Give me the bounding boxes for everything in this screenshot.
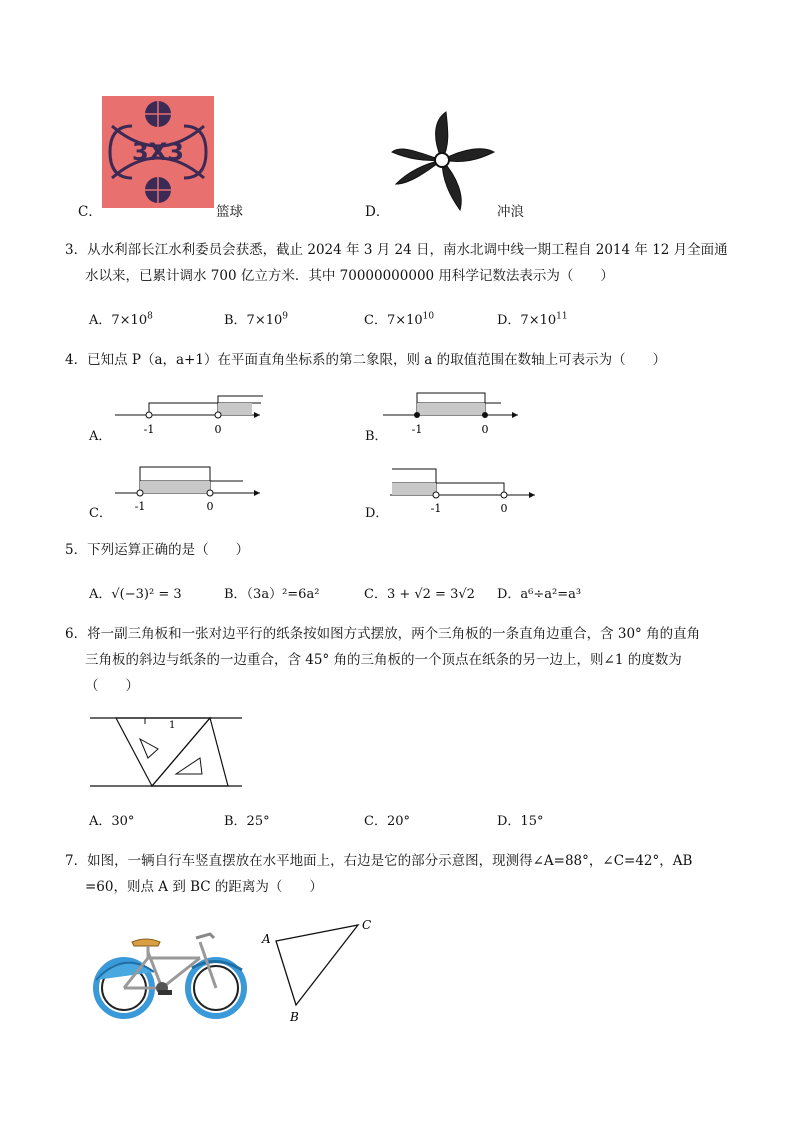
q4-stem: 4．已知点 P（a，a+1）在平面直角坐标系的第二象限，则 a 的取值范围在数轴上可表示为（ ） bbox=[65, 352, 667, 368]
svg-text:0: 0 bbox=[481, 423, 489, 436]
q4-number-line-c bbox=[115, 465, 265, 513]
q2-option-d-caption: 冲浪 bbox=[497, 204, 524, 220]
svg-text:0: 0 bbox=[500, 502, 508, 515]
q6-triangle-ruler-figure bbox=[90, 712, 245, 792]
q6-line3: （ ） bbox=[85, 678, 139, 694]
q4-option-a-label: A． bbox=[89, 429, 112, 444]
q3-stem bbox=[65, 237, 735, 289]
q3-option-d: D．$7\times 10^{11}$ bbox=[497, 311, 568, 328]
q7-stem bbox=[65, 848, 735, 900]
q6-line1: 6．将一副三角板和一张对边平行的纸条按如图方式摆放，两个三角板的一条直角边重合，含 30° 角的直角 bbox=[65, 626, 701, 642]
q3-option-c: C．$7\times 10^{10}$ bbox=[364, 311, 435, 328]
svg-text:A: A bbox=[262, 932, 271, 946]
q7-line2: =60，则点 A 到 BC 的距离为（ ） bbox=[85, 879, 323, 895]
q3-line2: 水以来，已累计调水 700 亿立方米．其中 70000000000 用科学记数法表示为（ ） bbox=[85, 268, 614, 284]
surfing-pinwheel-logo bbox=[388, 108, 496, 214]
q5-option-a: A．√(−3)² = 3 bbox=[89, 587, 182, 602]
q4-option-b-label: B． bbox=[365, 429, 388, 444]
q5-option-d: D．a⁶÷a²=a³ bbox=[497, 587, 582, 602]
q6-option-c: C．20° bbox=[364, 814, 410, 829]
q7-line1: 7．如图，一辆自行车竖直摆放在水平地面上，右边是它的部分示意图，现测得∠A=88°，∠C=42°，AB bbox=[65, 853, 693, 869]
q6-stem bbox=[65, 621, 735, 699]
q6-option-d: D．15° bbox=[497, 814, 544, 829]
q4-option-c-label: C． bbox=[89, 506, 112, 521]
svg-text:0: 0 bbox=[206, 500, 214, 513]
basketball-3x3-logo bbox=[102, 96, 214, 208]
q3-line1: 3．从水利部长江水利委员会获悉，截止 2024 年 3 月 24 日，南水北调中线一期工程自 2014 年 12 月全面通 bbox=[65, 242, 728, 258]
q3-option-b: B．$7\times 10^9$ bbox=[224, 311, 288, 328]
svg-text:B: B bbox=[290, 1010, 299, 1024]
q4-number-line-d bbox=[390, 467, 540, 515]
q4-number-line-a bbox=[115, 392, 265, 437]
q6-line2: 三角板的斜边与纸条的一边重合，含 45° 角的三角板的一个顶点在纸条的另一边上，则∠1 的度数为 bbox=[85, 652, 682, 668]
svg-text:C: C bbox=[362, 918, 372, 932]
svg-text:-1: -1 bbox=[143, 423, 155, 436]
q2-option-c-caption: 篮球 bbox=[216, 204, 243, 220]
q2-option-c-label: C． bbox=[78, 204, 102, 220]
svg-text:1: 1 bbox=[169, 720, 176, 731]
q4-number-line-b bbox=[383, 389, 523, 437]
q5-stem: 5．下列运算正确的是（ ） bbox=[65, 542, 250, 558]
q6-option-a: A．30° bbox=[89, 814, 135, 829]
q6-option-b: B．25° bbox=[224, 814, 270, 829]
bicycle-illustration bbox=[92, 928, 250, 1022]
svg-text:-1: -1 bbox=[430, 502, 442, 515]
q2-option-d-label: D． bbox=[365, 204, 390, 220]
q5-option-b: B．（3a）²=6a² bbox=[224, 587, 320, 602]
q4-option-d-label: D． bbox=[365, 506, 389, 521]
q7-triangle-abc bbox=[258, 915, 378, 1030]
svg-text:-1: -1 bbox=[134, 500, 146, 513]
q3-option-a: A．$7\times 10^8$ bbox=[89, 311, 153, 328]
q5-option-c: C．3 + √2 = 3√2 bbox=[364, 587, 475, 602]
svg-text:-1: -1 bbox=[411, 423, 423, 436]
svg-text:0: 0 bbox=[214, 423, 222, 436]
svg-text:3X3: 3X3 bbox=[132, 138, 184, 166]
